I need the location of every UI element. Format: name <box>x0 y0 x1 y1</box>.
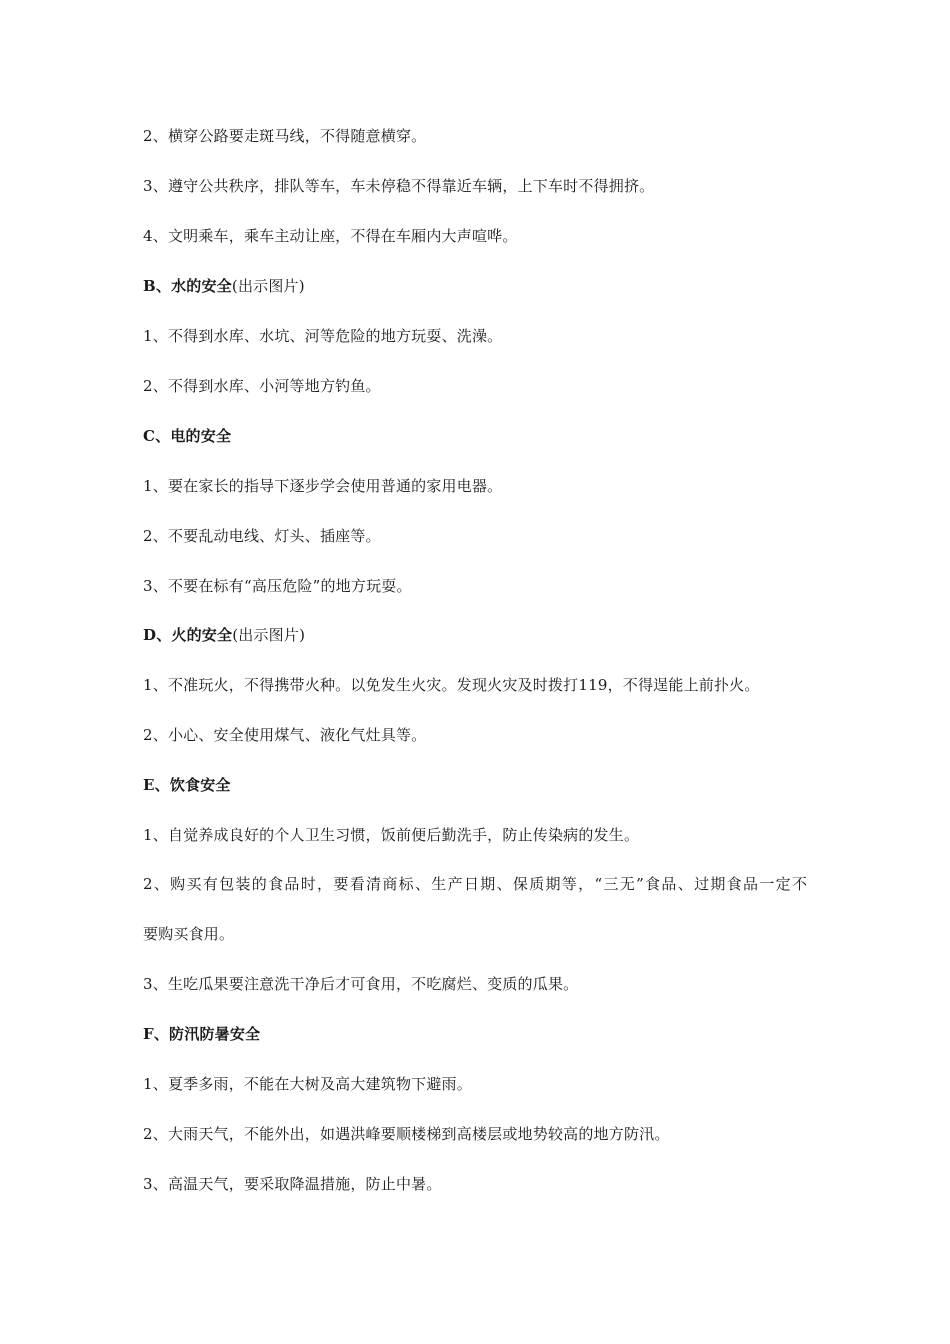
section-title-electricity: C、电的安全 <box>143 427 232 445</box>
flood-heat-rule-1: 1、夏季多雨，不能在大树及高大建筑物下避雨。 <box>143 1075 472 1093</box>
water-rule-2: 2、不得到水库、小河等地方钓鱼。 <box>143 377 381 395</box>
water-rule-1: 1、不得到水库、水坑、河等危险的地方玩耍、洗澡。 <box>143 327 503 345</box>
section-title-food: E、饮食安全 <box>143 776 231 794</box>
food-rule-3: 3、生吃瓜果要注意洗干净后才可食用，不吃腐烂、变质的瓜果。 <box>143 975 579 993</box>
electricity-rule-2: 2、不要乱动电线、灯头、插座等。 <box>143 527 381 545</box>
fire-rule-2: 2、小心、安全使用煤气、液化气灶具等。 <box>143 726 427 744</box>
fire-rule-1: 1、不准玩火，不得携带火种。以免发生火灾。发现火灾及时拨打119，不得逞能上前扑火。 <box>143 676 760 694</box>
flood-heat-rule-3: 3、高温天气，要采取降温措施，防止中暑。 <box>143 1175 442 1193</box>
electricity-rule-1: 1、要在家长的指导下逐步学会使用普通的家用电器。 <box>143 477 503 495</box>
food-rule-2-line-1: 2、购买有包装的食品时，要看清商标、生产日期、保质期等，“三无”食品、过期食品一定不 <box>143 875 807 893</box>
section-note-fire: (出示图片) <box>232 626 306 644</box>
flood-heat-rule-2: 2、大雨天气，不能外出，如遇洪峰要顺楼梯到高楼层或地势较高的地方防汛。 <box>143 1125 670 1143</box>
food-rule-1: 1、自觉养成良好的个人卫生习惯，饭前便后勤洗手，防止传染病的发生。 <box>143 826 640 844</box>
crossing-road-rule: 2、横穿公路要走斑马线，不得随意横穿。 <box>143 127 427 145</box>
section-heading-flood-heat <box>143 1024 833 1044</box>
section-note-water: (出示图片) <box>231 277 305 295</box>
food-rule-2-line-2: 要购买食用。 <box>143 925 235 943</box>
civil-riding-rule: 4、文明乘车，乘车主动让座，不得在车厢内大声喧哗。 <box>143 227 518 245</box>
section-title-flood-heat: F、防汛防暑安全 <box>143 1025 261 1043</box>
section-heading-food <box>143 775 833 795</box>
electricity-rule-3: 3、不要在标有“高压危险”的地方玩耍。 <box>143 577 412 595</box>
section-title-fire: D、火的安全 <box>143 626 233 644</box>
public-order-rule: 3、遵守公共秩序，排队等车，车未停稳不得靠近车辆，上下车时不得拥挤。 <box>143 177 655 195</box>
section-title-water: B、水的安全 <box>143 277 232 295</box>
section-heading-water <box>143 276 833 296</box>
section-heading-electricity <box>143 426 833 446</box>
section-heading-fire <box>143 625 833 645</box>
